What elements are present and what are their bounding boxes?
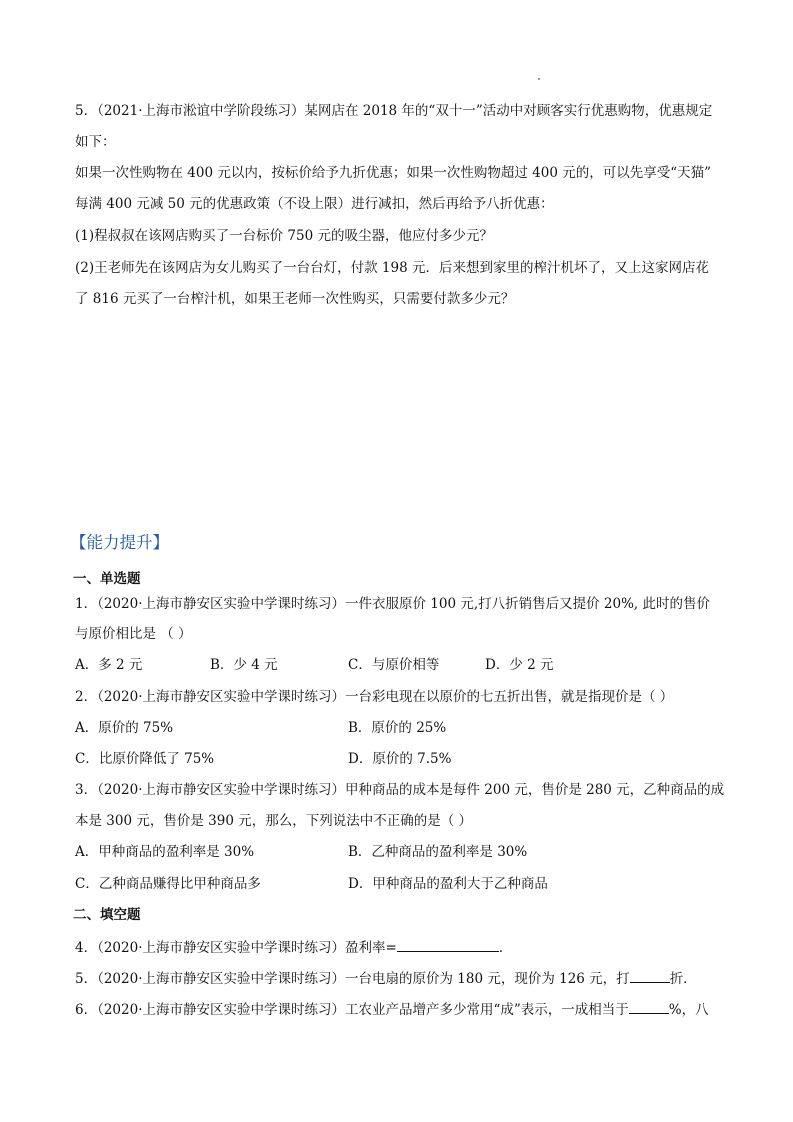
q4-end: ． [498, 940, 513, 956]
q5-end: 折． [669, 971, 697, 987]
q2-option-a: A．原价的 75% [75, 720, 174, 736]
q1-option-b: B．少 4 元 [210, 657, 278, 673]
problem-5-line-4: 每满 400 元减 50 元的优惠政策（不设上限）进行减扣，然后再给予八折优惠： [75, 196, 554, 212]
single-choice-heading: 一、单选题 [73, 571, 141, 587]
problem-5-sub-2-line-1: (2)王老师先在该网店为女儿购买了一台台灯，付款 198 元．后来想到家里的榨汁机坏了，又上这家网店花 [75, 260, 709, 276]
q2-option-b: B．原价的 25% [348, 720, 447, 736]
q6-blank [629, 999, 669, 1014]
q5-text: 5．（2020·上海市静安区实验中学课时练习）一台电扇的原价为 180 元，现价为 126 元，打 [75, 971, 630, 987]
problem-5-line-1: 5．（2021·上海市淞谊中学阶段练习）某网店在 2018 年的“双十一”活动中对顾客实行优惠购物，优惠规定 [75, 103, 713, 119]
q1-line-2: 与原价相比是 （ ） [75, 626, 192, 642]
q1-option-a: A．多 2 元 [75, 657, 143, 673]
fill-blank-heading: 二、填空题 [73, 907, 141, 923]
q5-blank [630, 968, 670, 983]
problem-5-sub-2-line-2: 了 816 元买了一台榨汁机，如果王老师一次性购买，只需要付款多少元？ [75, 291, 515, 307]
q1-line-1: 1．（2020·上海市静安区实验中学课时练习）一件衣服原价 100 元,打八折销售后又提价 20%, 此时的售价 [75, 596, 711, 612]
problem-5-sub-1: (1)程叔叔在该网店购买了一台标价 750 元的吸尘器，他应付多少元？ [75, 228, 493, 244]
q6-text: 6．（2020·上海市静安区实验中学课时练习）工农业产品增产多少常用“成”表示，一成相当于 [75, 1002, 629, 1018]
q2-line-1: 2．（2020·上海市静安区实验中学课时练习）一台彩电现在以原价的七五折出售，就是指现价是（ ） [75, 689, 674, 705]
q2-option-d: D．原价的 7.5% [348, 751, 452, 767]
q3-line-2: 本是 300 元，售价是 390 元，那么，下列说法中不正确的是（ ） [75, 813, 472, 829]
q1-option-d: D．少 2 元 [485, 657, 554, 673]
q4-blank [397, 937, 499, 952]
q4-text: 4．（2020·上海市静安区实验中学课时练习）盈利率= [75, 940, 397, 956]
q3-option-b: B．乙种商品的盈利率是 30% [348, 844, 528, 860]
q2-option-c: C．比原价降低了 75% [75, 751, 215, 767]
q1-option-c: C．与原价相等 [348, 657, 440, 673]
q6-line [75, 999, 709, 1020]
q3-line-1: 3．（2020·上海市静安区实验中学课时练习）甲种商品的成本是每件 200 元，售价是 280 元，乙种商品的成 [75, 782, 725, 798]
problem-5-line-3: 如果一次性购物在 400 元以内，按标价给予九折优惠；如果一次性购物超过 400 元的，可以先享受“天猫” [75, 165, 712, 181]
page-dot [538, 78, 540, 80]
q4-line [75, 937, 512, 958]
q6-end: %，八 [668, 1002, 709, 1018]
section-heading: 【能力提升】 [70, 533, 169, 552]
q5-line [75, 968, 697, 989]
q3-option-a: A．甲种商品的盈利率是 30% [75, 844, 255, 860]
q3-option-d: D．甲种商品的盈利大于乙种商品 [348, 876, 548, 892]
q3-option-c: C．乙种商品赚得比甲种商品多 [75, 876, 261, 892]
problem-5-line-2: 如下： [75, 134, 116, 150]
